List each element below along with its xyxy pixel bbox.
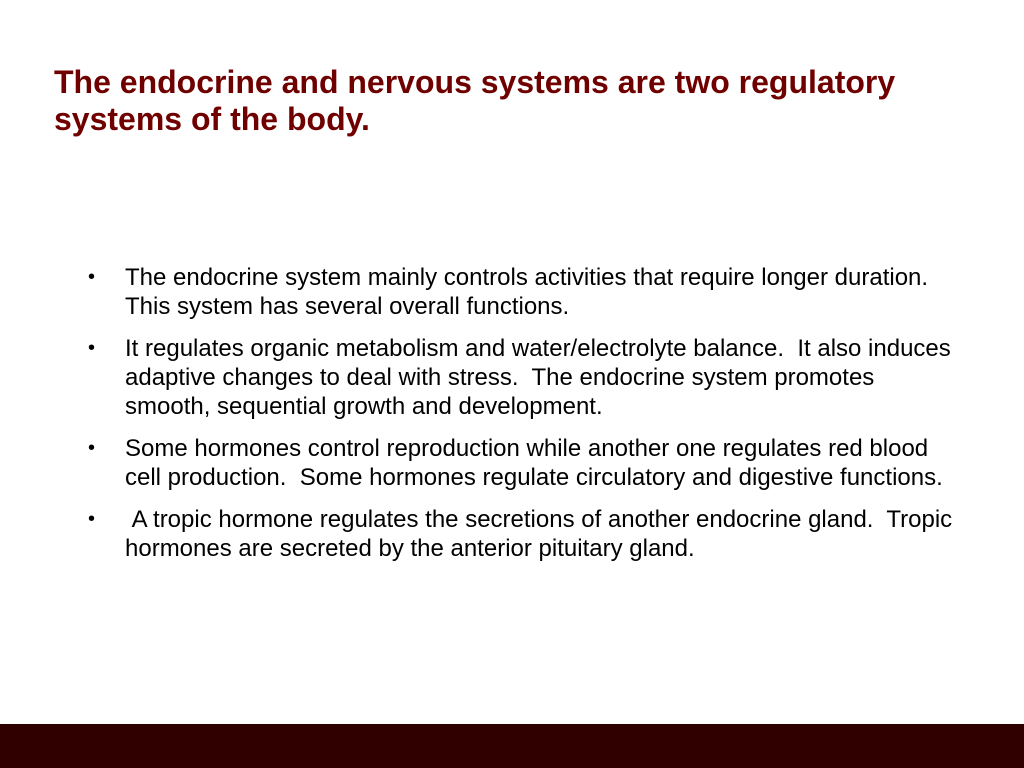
footer-bar bbox=[0, 724, 1024, 768]
bullet-item bbox=[88, 334, 958, 421]
bullet-point-icon: • bbox=[88, 437, 96, 459]
bullet-point-icon: • bbox=[88, 508, 96, 530]
bullet-point-icon: • bbox=[88, 266, 96, 288]
bullet-point-icon: • bbox=[88, 337, 96, 359]
bullet-text: It regulates organic metabolism and water/electrolyte balance. It also induces adaptive changes to deal with stress. The endocrine system promotes smooth, sequential growth and development. bbox=[125, 335, 958, 420]
slide-title: The endocrine and nervous systems are two regulatory systems of the body. bbox=[54, 64, 896, 137]
bullet-item bbox=[88, 263, 958, 321]
bullet-text: The endocrine system mainly controls activities that require longer duration. This system has several overall functions. bbox=[125, 264, 941, 320]
bullet-text: A tropic hormone regulates the secretions of another endocrine gland. Tropic hormones are secreted by the anterior pituitary gland. bbox=[125, 506, 959, 562]
bullet-list bbox=[88, 263, 958, 576]
bullet-text: Some hormones control reproduction while another one regulates red blood cell production. Some hormones regulate circulatory and digestive functions. bbox=[125, 435, 943, 491]
bullet-item bbox=[88, 434, 958, 492]
bullet-item bbox=[88, 505, 958, 563]
